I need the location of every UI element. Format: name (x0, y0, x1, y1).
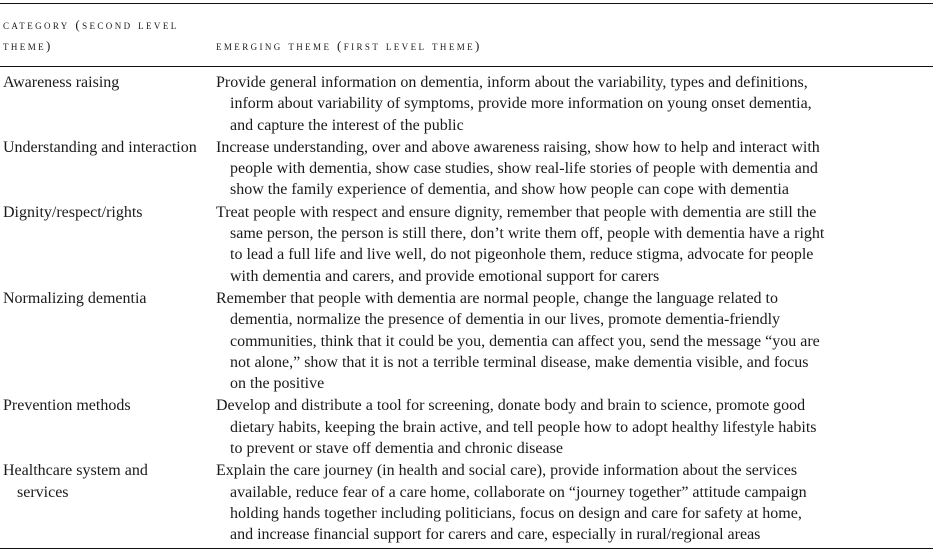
header-category: category (second level theme) (3, 17, 179, 53)
table-bottom-rule (0, 548, 933, 549)
table-row (0, 460, 933, 545)
row-theme: Increase understanding, over and above awareness raising, show how to help and interact with people with dementia, show case studies, show real-life stories of people with dementia and show the family experience of dementia, and show how people can cope with dementia (216, 138, 820, 199)
row-category: Prevention methods (3, 397, 131, 415)
table-top-rule (0, 3, 933, 4)
row-theme: Treat people with respect and ensure dignity, remember that people with dementia are still the same person, the person is still there, don’t write them off, people with dementia have a right to lead a full life and live well, do not pigeonhole them, reduce stigma, advocate for people with dementia and carers, and provide emotional support for carers (216, 203, 825, 285)
row-theme: Explain the care journey (in health and social care), provide information about the services available, reduce fear of a care home, collaborate on “journey together” attitude campaign holding hands together including politicians, focus on design and care for safety at home, and increase financial support for carers and care, especially in rural/regional areas (216, 462, 807, 544)
row-category: Awareness raising (3, 74, 120, 91)
row-theme: Develop and distribute a tool for screening, donate body and brain to science, promote good dietary habits, keeping the brain active, and tell people how to adopt healthy lifestyle habits to prevent or stave off dementia and chronic disease (216, 397, 817, 458)
table-body (0, 72, 933, 547)
table-header (0, 14, 933, 64)
row-theme: Remember that people with dementia are normal people, change the language related to dementia, normalize the presence of dementia in our lives, promote dementia-friendly communities, think that it could be you, dementia can affect you, send the message “you are not alone,” show that it is not a terrible terminal disease, make dementia visible, and focus on the positive (216, 289, 820, 393)
table-row (0, 395, 933, 459)
row-theme: Provide general information on dementia, inform about the variability, types and definitions, inform about variability of symptoms, provide more information on young onset dementia, and capture the interest of the public (216, 74, 812, 134)
row-category: Normalizing dementia (3, 289, 147, 307)
row-category: Healthcare system and services (3, 462, 148, 501)
table-row (0, 288, 933, 394)
row-category: Dignity/respect/rights (3, 203, 143, 221)
header-emerging-theme: emerging theme (first level theme) (216, 38, 482, 53)
table-header-rule (0, 66, 933, 67)
table-row (0, 72, 933, 136)
table-row (0, 137, 933, 201)
table-row (0, 202, 933, 287)
row-category: Understanding and interaction (3, 138, 197, 156)
